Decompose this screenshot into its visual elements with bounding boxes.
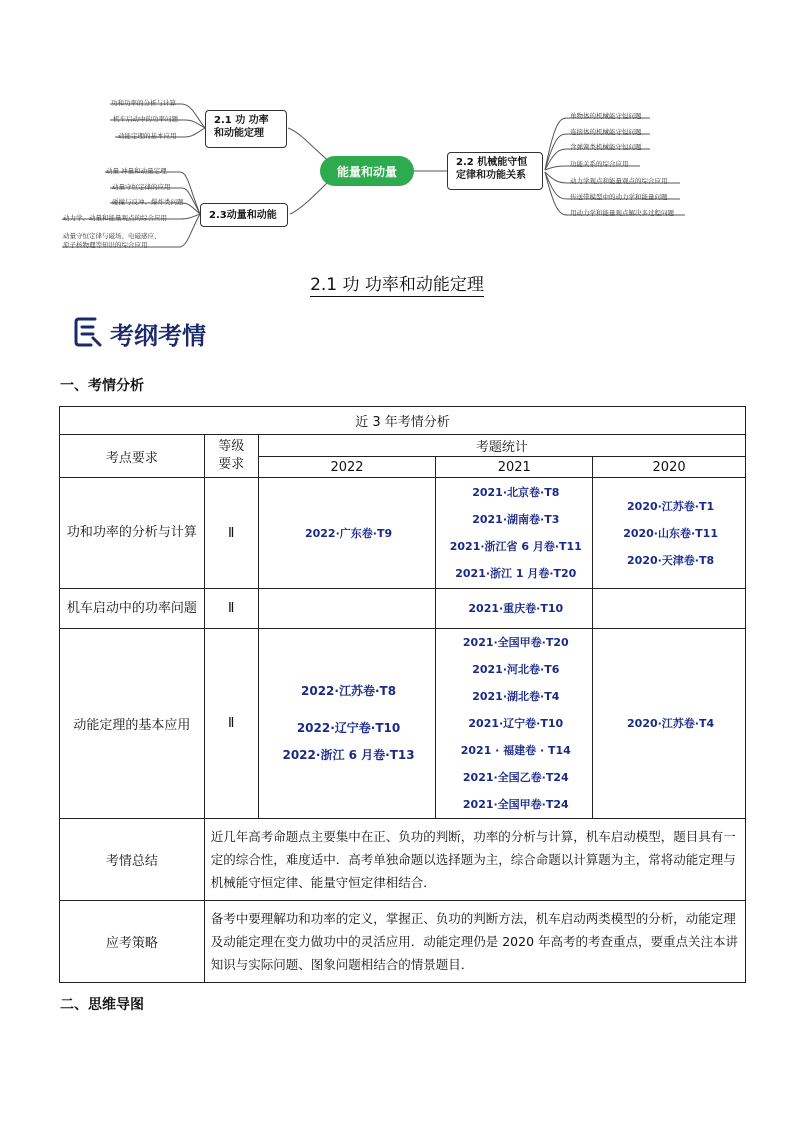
header-year-2022: 2022 [258, 457, 436, 478]
row-2022-cell [258, 589, 436, 629]
mindmap-center-node: 能量和动量 [320, 156, 414, 186]
branch-2-1-label-line1: 2.1 功 功率 [214, 115, 269, 126]
citation: 2021·河北卷·T6 [472, 663, 560, 676]
exam-analysis-table [59, 406, 746, 983]
row-point-name: 功和功率的分析与计算 [60, 478, 205, 589]
row-point-name: 机车启动中的功率问题 [60, 589, 205, 629]
row-2020-cell [593, 589, 746, 629]
citation: 2022·浙江 6 月卷·T13 [282, 748, 415, 762]
row-2022-cell [258, 478, 436, 589]
leaf-2-3-e-line1: 动量守恒定律与磁场、电磁感应、 [63, 232, 161, 240]
mindmap-branch-2-3: 2.3动量和动能 [200, 203, 288, 227]
row-point-name: 动能定理的基本应用 [60, 629, 205, 819]
table-header-row [60, 435, 746, 457]
header-year-2020: 2020 [593, 457, 746, 478]
leaf-2-3-a: 动量 冲量和动量定理 [106, 167, 167, 175]
row-level: Ⅱ [204, 478, 258, 589]
row-2022-cell [258, 629, 436, 819]
table-title: 近 3 年考情分析 [60, 407, 746, 435]
branch-2-2-label-line2: 定律和功能关系 [456, 170, 526, 181]
citation: 2022·广东卷·T9 [304, 526, 393, 540]
banner-title: 考纲考情 [110, 322, 206, 350]
table-row [60, 478, 746, 589]
citation: 2020·江苏卷·T1 [627, 499, 715, 513]
leaf-2-3-d: 动力学、动量和能量观点的综合应用 [63, 214, 167, 222]
citation: 2022·辽宁卷·T10 [296, 721, 401, 735]
citation: 2021·浙江 1 月卷·T20 [455, 567, 577, 580]
row-2021-cell [436, 589, 593, 629]
row-level: Ⅱ [204, 589, 258, 629]
table-title-row [60, 407, 746, 435]
leaf-2-3-c: 碰撞与反冲、爆炸类问题 [112, 198, 184, 206]
header-point: 考点要求 [60, 435, 205, 478]
table-row [60, 589, 746, 629]
citation: 2021·湖南卷·T3 [472, 513, 560, 526]
citation: 2021·浙江省 6 月卷·T11 [449, 540, 582, 553]
leaf-2-2-f: 传送带模型中的动力学和能量问题 [570, 193, 668, 201]
mindmap-branch-2-1 [205, 110, 287, 148]
citation: 2021·全国甲卷·T20 [462, 636, 569, 649]
citation: 2020·江苏卷·T4 [627, 717, 715, 730]
summary-row [60, 819, 746, 901]
header-level [204, 435, 258, 478]
row-2020-cell [593, 478, 746, 589]
summary-label: 考情总结 [60, 819, 205, 901]
section-title-text: 2.1 功 功率和动能定理 [310, 275, 484, 295]
row-2020-cell [593, 629, 746, 819]
mindmap-branch-2-2 [447, 152, 543, 190]
citation: 2021·全国甲卷·T24 [462, 798, 569, 811]
citation: 2021·全国乙卷·T24 [462, 771, 569, 784]
leaf-2-3-e-line2: 原子核物理等知识的综合应用 [63, 241, 148, 249]
outline-icon [73, 316, 103, 348]
section-title [0, 270, 794, 295]
citation: 2020·天津卷·T8 [627, 553, 715, 567]
strategy-label: 应考策略 [60, 901, 205, 983]
header-year-2021: 2021 [436, 457, 593, 478]
citation: 2021·重庆卷·T10 [468, 602, 564, 615]
header-level-line2: 要求 [218, 457, 245, 472]
leaf-2-2-b: 连接体的机械能守恒问题 [570, 128, 642, 136]
citation: 2021 · 福建卷 · T14 [460, 744, 571, 757]
branch-2-2-label-line1: 2.2 机械能守恒 [456, 157, 528, 168]
citation: 2021·北京卷·T8 [472, 486, 560, 499]
leaf-2-2-c: 含弹簧类机械能守恒问题 [570, 143, 642, 151]
table-row [60, 629, 746, 819]
leaf-2-2-g: 用动力学和能量观点解决多过程问题 [570, 209, 674, 217]
row-2021-cell [436, 629, 593, 819]
row-level: Ⅱ [204, 629, 258, 819]
summary-text: 近几年高考命题点主要集中在正、负功的判断，功率的分析与计算，机车启动模型，题目具有一定的综合性，难度适中．高考单独命题以选择题为主，综合命题以计算题为主，常将动能定理与机械能守恒定律、能量守恒定律相结合． [204, 819, 745, 901]
heading-mindmap: 二、思维导图 [60, 997, 144, 1013]
leaf-2-2-e: 动力学观点和能量观点的综合应用 [570, 177, 668, 185]
heading-analysis: 一、考情分析 [60, 378, 144, 394]
row-2021-cell [436, 478, 593, 589]
leaf-2-3-b: 动量守恒定律的应用 [112, 183, 171, 191]
citation: 2022·江苏卷·T8 [301, 684, 397, 698]
citation: 2020·山东卷·T11 [623, 526, 718, 540]
header-stats: 考题统计 [258, 435, 745, 457]
leaf-2-1-a: 功和功率的分析与计算 [111, 99, 176, 107]
branch-2-1-label-line2: 和动能定理 [214, 128, 264, 139]
citation: 2021·湖北卷·T4 [472, 690, 560, 703]
leaf-2-1-b: 机车启动中的功率问题 [113, 115, 178, 123]
strategy-text: 备考中要理解功和功率的定义，掌握正、负功的判断方法，机车启动两类模型的分析，动能定理及动能定理在变力做功中的灵活应用．动能定理仍是 2020 年高考的考查重点，要重点关注本讲知识与实际问题、图象问题相结合的情景题目． [204, 901, 745, 983]
citation: 2021·辽宁卷·T10 [468, 717, 564, 730]
strategy-row [60, 901, 746, 983]
leaf-2-2-a: 单物体的机械能守恒问题 [570, 112, 642, 120]
header-level-line1: 等级 [218, 439, 245, 454]
leaf-2-2-d: 功能关系的综合应用 [570, 160, 629, 168]
leaf-2-1-c: 动能定理的基本应用 [118, 132, 177, 140]
